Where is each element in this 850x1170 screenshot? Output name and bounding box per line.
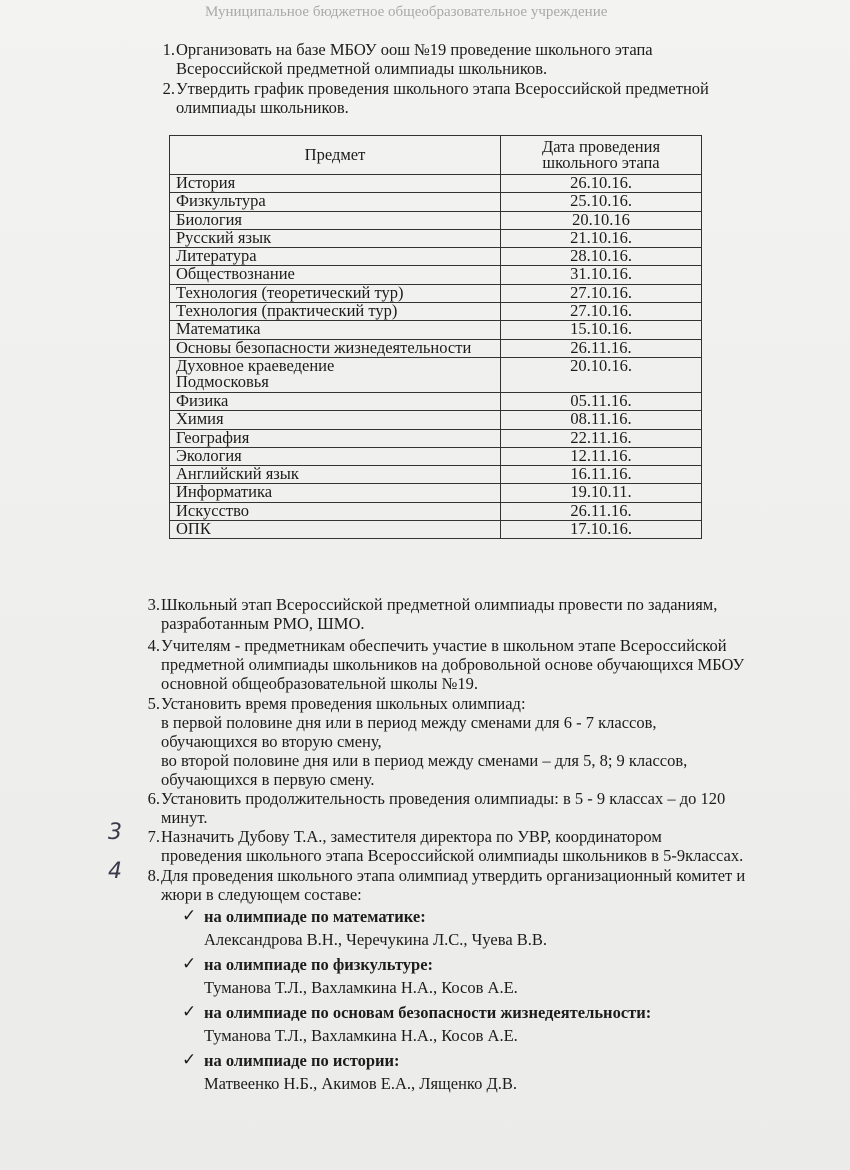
table-row: Биология 20.10.16 xyxy=(170,211,702,229)
table-row: Экология 12.11.16. xyxy=(170,447,702,465)
jury-members-history: Матвеенко Н.Б., Акимов Е.А., Лященко Д.В. xyxy=(204,1074,517,1093)
handwritten-mark-3: 3 xyxy=(108,820,122,845)
table-row: Химия 08.11.16. xyxy=(170,411,702,429)
table-row: Физика 05.11.16. xyxy=(170,392,702,410)
item-2-line-1: Утвердить график проведения школьного этапа Всероссийской предметной xyxy=(176,79,709,98)
jury-members-pe: Туманова Т.Л., Вахламкина Н.А., Косов А.Е. xyxy=(204,978,518,997)
item-1-line-2: Всероссийской предметной олимпиады школьников. xyxy=(176,59,548,78)
jury-title-pe: на олимпиаде по физкультуре: xyxy=(204,955,434,974)
item-2-line-2: олимпиады школьников. xyxy=(176,98,349,117)
handwritten-mark-4: 4 xyxy=(108,859,122,884)
table-row: Технология (теоретический тур) 27.10.16. xyxy=(170,284,702,302)
jury-title-obzh: на олимпиаде по основам безопасности жизнедеятельности: xyxy=(204,1003,652,1022)
table-row: ОПК 17.10.16. xyxy=(170,521,702,539)
check-icon: ✓ xyxy=(182,906,197,926)
table-row: География 22.11.16. xyxy=(170,429,702,447)
document-page: Муниципальное бюджетное общеобразовательное учреждение 1. Организовать на базе МБОУ оош №19 проведение школьного этапа Всероссийской предметной олимпиады школьников. 2. Утвердить график проведения школьного этапа Всероссийской предметной олимпиады школьников. Предмет Дата проведения школьного этапа История 26.10.16. Физкультура 25.10.16. Биология 20.10.16 Русский язык 21.10.16. Литература 28.10.16. Обществознание 31.10.16. Технология (теоретический тур) 27.10.16. Технология (практический тур) 27.10.16. Математика 15.10.16. Основы безопасности жизнедеятельности 26.11.16. Духовное краеведение Подмосковья 20.10.16. Физика 05.11.16. Химия 08.11.16. География 22.11.16. Экология 12.11.16. Английский язык 16.11.16. Информатика 19.10.11. Искусство 26.11.16. ОПК 17.10.16. 3. Школьный этап Всероссийской предметной олимпиады провести по заданиям, разработанным РМО, ШМО. 4. Учителям - предметникам обеспечить участие в школьном этапе Всероссийской предметной олимпиады школьников на добровольной основе обучающихся МБОУ основной общеобразовательной школы №19. 5. Установить время проведения школьных олимпиад: в первой половине дня или в период между сменами для 6 - 7 классов, обучающихся во вторую смену, во второй половине дня или в период между сменами – для 5, 8; 9 классов, обучающихся в первую смену. 6. Установить продолжительность проведения олимпиады: в 5 - 9 классах – до 120 минут. 3 7. Назначить Дубову Т.А., заместителя директора по УВР, координатором проведения школьного этапа Всероссийской олимпиады школьников в 5-9классах. 4 8. Для проведения школьного этапа олимпиад утвердить организационный комитет и жюри в следующем составе: ✓ на олимпиаде по математике: Александрова В.Н., Черечукина Л.С., Чуева В.В. ✓ на олимпиаде по физкультуре: Туманова Т.Л., Вахламкина Н.А., Косов А.Е. ✓ на олимпиаде по основам безопасности жизнедеятельности: Туманова Т.Л., Вахламкина Н.А., Косов А.Е. ✓ на олимпиаде по истории: Матвеенко Н.Б., Акимов Е.А., Лященко Д.В. xyxy=(0,0,850,1170)
table-row: Основы безопасности жизнедеятельности 26.11.16. xyxy=(170,339,702,357)
table-row: История 26.10.16. xyxy=(170,175,702,193)
table-row: Русский язык 21.10.16. xyxy=(170,229,702,247)
jury-members-math: Александрова В.Н., Черечукина Л.С., Чуева В.В. xyxy=(204,930,548,949)
header-date: Дата проведения школьного этапа xyxy=(501,136,702,175)
table-row: Искусство 26.11.16. xyxy=(170,502,702,520)
table-row: Духовное краеведение Подмосковья 20.10.16. xyxy=(170,357,702,392)
table-row: Английский язык 16.11.16. xyxy=(170,466,702,484)
olympiad-schedule-table xyxy=(169,135,702,539)
table-row: Технология (практический тур) 27.10.16. xyxy=(170,303,702,321)
table-row: Обществознание 31.10.16. xyxy=(170,266,702,284)
jury-title-math: на олимпиаде по математике: xyxy=(204,907,426,926)
table-row: Математика 15.10.16. xyxy=(170,321,702,339)
table-row: Литература 28.10.16. xyxy=(170,248,702,266)
header-subject: Предмет xyxy=(170,136,501,175)
jury-title-history: на олимпиаде по истории: xyxy=(204,1051,400,1070)
table-header-row xyxy=(170,136,702,175)
check-icon: ✓ xyxy=(182,1050,197,1070)
item-1-line-1: Организовать на базе МБОУ оош №19 проведение школьного этапа xyxy=(176,40,653,59)
table-row: Информатика 19.10.11. xyxy=(170,484,702,502)
bleed-through-text: Муниципальное бюджетное общеобразовательное учреждение xyxy=(205,4,608,20)
table-row: Физкультура 25.10.16. xyxy=(170,193,702,211)
jury-members-obzh: Туманова Т.Л., Вахламкина Н.А., Косов А.Е. xyxy=(204,1026,518,1045)
check-icon: ✓ xyxy=(182,1002,197,1022)
check-icon: ✓ xyxy=(182,954,197,974)
